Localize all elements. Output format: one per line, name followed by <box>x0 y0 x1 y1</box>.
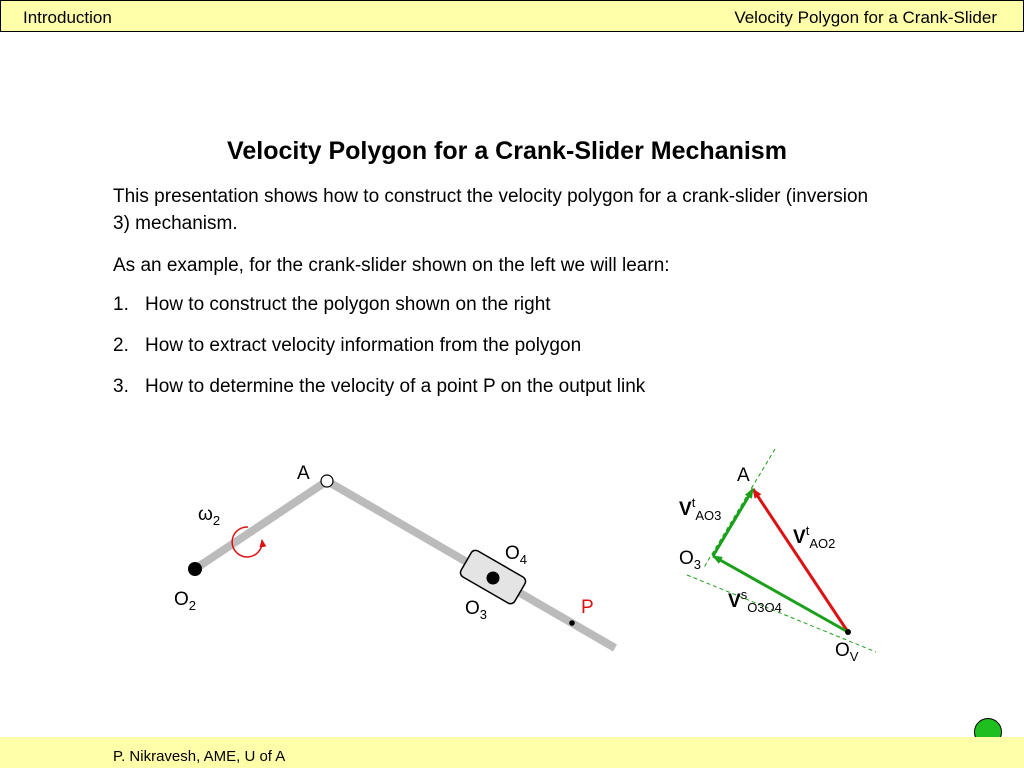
label-a: A <box>297 463 310 484</box>
label-p: P <box>581 597 594 618</box>
ground-pivot-o2 <box>188 562 202 576</box>
slide-title: Velocity Polygon for a Crank-Slider Mechanism <box>227 137 787 165</box>
mechanism-diagram <box>174 463 615 648</box>
label-o2: $O_2$ <box>174 589 197 613</box>
label-vs-o3o4: $V^s_{O3O4}$ <box>728 587 782 615</box>
origin-point <box>845 629 851 635</box>
point-p <box>569 620 575 626</box>
label-omega2: $\omega_2$ <box>198 504 221 528</box>
poly-label-ov: $O_V$ <box>835 640 859 664</box>
label-o3: $O_3$ <box>465 598 488 622</box>
ground-pivot-o4 <box>487 572 500 585</box>
list-item: 2. How to extract velocity information from the polygon <box>113 335 582 356</box>
footer-text: P. Nikravesh, AME, U of A <box>113 748 286 765</box>
label-o4: $O_4$ <box>505 543 528 567</box>
joint-a <box>321 475 333 487</box>
example-paragraph: As an example, for the crank-slider shown on the left we will learn: <box>113 255 670 276</box>
footer-bar <box>0 737 1024 768</box>
intro-paragraph: This presentation shows how to construct the velocity polygon for a crank-slider (inversion 3) mechanism. <box>113 186 869 234</box>
poly-label-o3: $O_3$ <box>679 548 702 572</box>
velocity-polygon <box>679 449 876 664</box>
section-title: Introduction <box>23 8 112 27</box>
list-item: 1. How to construct the polygon shown on the right <box>113 294 551 315</box>
label-vt-ao2: $V^t_{AO2}$ <box>793 523 836 551</box>
poly-label-a: A <box>737 465 750 486</box>
list-item: 3. How to determine the velocity of a point P on the output link <box>113 376 646 397</box>
slide-topic: Velocity Polygon for a Crank-Slider <box>734 8 997 27</box>
label-vt-ao3: $V^t_{AO3}$ <box>679 495 722 523</box>
